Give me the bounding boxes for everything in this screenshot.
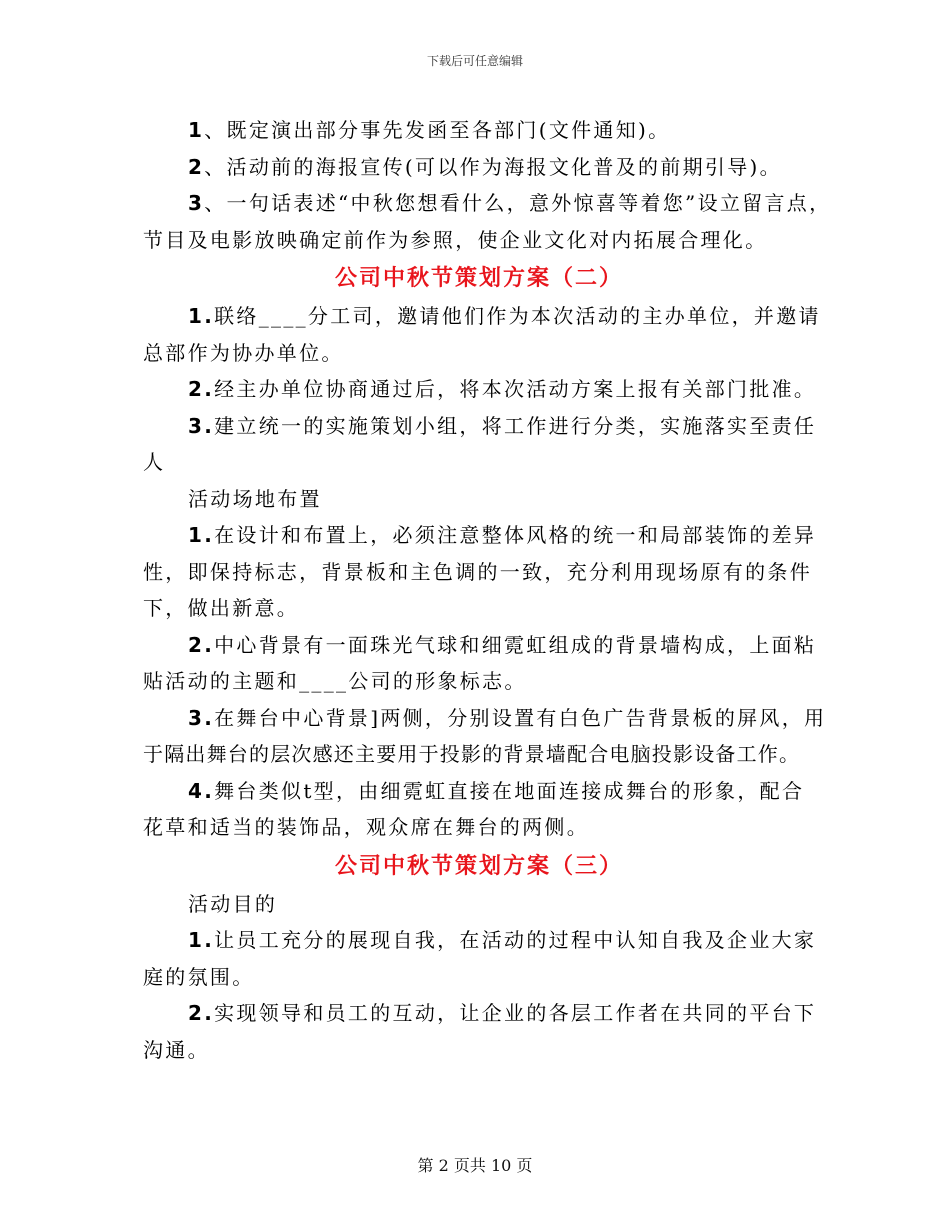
item-number: 3. [188, 413, 215, 438]
venue-item-4 [143, 773, 815, 810]
venue-item-2-line-2: 贴活动的主题和____公司的形象标志。 [143, 669, 527, 693]
venue-item-1-line-3: 下，做出新意。 [143, 596, 300, 620]
venue-layout-heading: 活动场地布置 [188, 486, 322, 511]
item-text: 经主办单位协商通过后，将本次活动方案上报有关部门批准。 [214, 377, 817, 401]
section-2-item-1 [143, 298, 821, 335]
item-text: 、既定演出部分事先发函至各部门(文件通知)。 [204, 118, 671, 142]
item-number: 2 [188, 154, 205, 179]
item-text: 让员工充分的展现自我，在活动的过程中认知自我及企业大家 [214, 928, 817, 952]
item-number: 1. [188, 304, 215, 328]
venue-item-3-line-2: 于隔出舞台的层次感还主要用于投影的背景墙配合电脑投影设备工作。 [143, 742, 801, 766]
activity-purpose-heading: 活动目的 [188, 891, 278, 916]
section-3-item-1 [143, 922, 815, 959]
intro-item-3 [143, 185, 832, 222]
section-2-item-3-continuation: 人 [143, 450, 166, 474]
item-text: 、一句话表述“中秋您想看什么，意外惊喜等着您”设立留言点， [204, 191, 832, 215]
section-2-item-1-continuation: 总部作为协办单位。 [143, 340, 344, 365]
item-text: 在舞台中心背景]两侧，分别设置有白色广告背景板的屏风，用 [214, 705, 827, 730]
item-text: 、活动前的海报宣传(可以作为海报文化普及的前期引导)。 [204, 154, 782, 179]
venue-item-4-line-2: 花草和适当的装饰品，观众席在舞台的两侧。 [143, 815, 589, 839]
intro-item-1 [143, 112, 815, 149]
item-text: 建立统一的实施策划小组，将工作进行分类，实施落实至责任 [214, 413, 817, 438]
item-number: 3. [188, 705, 215, 730]
venue-item-3 [143, 700, 827, 737]
item-number: 4. [188, 778, 215, 803]
item-number: 3 [188, 191, 205, 215]
venue-item-2 [143, 627, 815, 664]
item-text: 联络____分工司，邀请他们作为本次活动的主办单位，并邀请 [214, 304, 821, 328]
section-2-item-3 [143, 408, 815, 445]
page-header: 下载后可任意编辑 [426, 54, 523, 68]
document-body [143, 112, 832, 1068]
section-2-title: 公司中秋节策划方案（二） [334, 265, 623, 291]
item-number: 1. [188, 523, 215, 547]
item-number: 2. [188, 1001, 215, 1025]
section-3-item-2 [143, 995, 815, 1032]
item-text: 实现领导和员工的互动，让企业的各层工作者在共同的平台下 [214, 1001, 817, 1025]
venue-item-1-line-2: 性，即保持标志，背景板和主色调的一致，充分利用现场原有的条件 [143, 559, 812, 584]
section-3-item-2-continuation: 沟通。 [143, 1037, 210, 1062]
section-3-title: 公司中秋节策划方案（三） [334, 852, 623, 879]
item-number: 2. [188, 377, 215, 401]
item-text: 中心背景有一面珠光气球和细霓虹组成的背景墙构成，上面粘 [214, 632, 817, 657]
item-number: 2. [188, 632, 215, 657]
item-number: 1. [188, 928, 215, 952]
page-footer: 第 2 页共 10 页 [417, 1156, 533, 1175]
intro-item-2 [143, 149, 815, 186]
item-text: 舞台类似t型，由细霓虹直接在地面连接成舞台的形象，配合 [214, 778, 805, 803]
intro-item-3-continuation: 节目及电影放映确定前作为参照，使企业文化对内拓展合理化。 [143, 227, 768, 252]
section-2-item-2 [143, 371, 815, 408]
item-number: 1 [188, 118, 205, 142]
venue-item-1 [143, 517, 815, 554]
item-text: 在设计和布置上，必须注意整体风格的统一和局部装饰的差异 [214, 523, 817, 547]
section-3-item-1-continuation: 庭的氛围。 [143, 964, 255, 989]
